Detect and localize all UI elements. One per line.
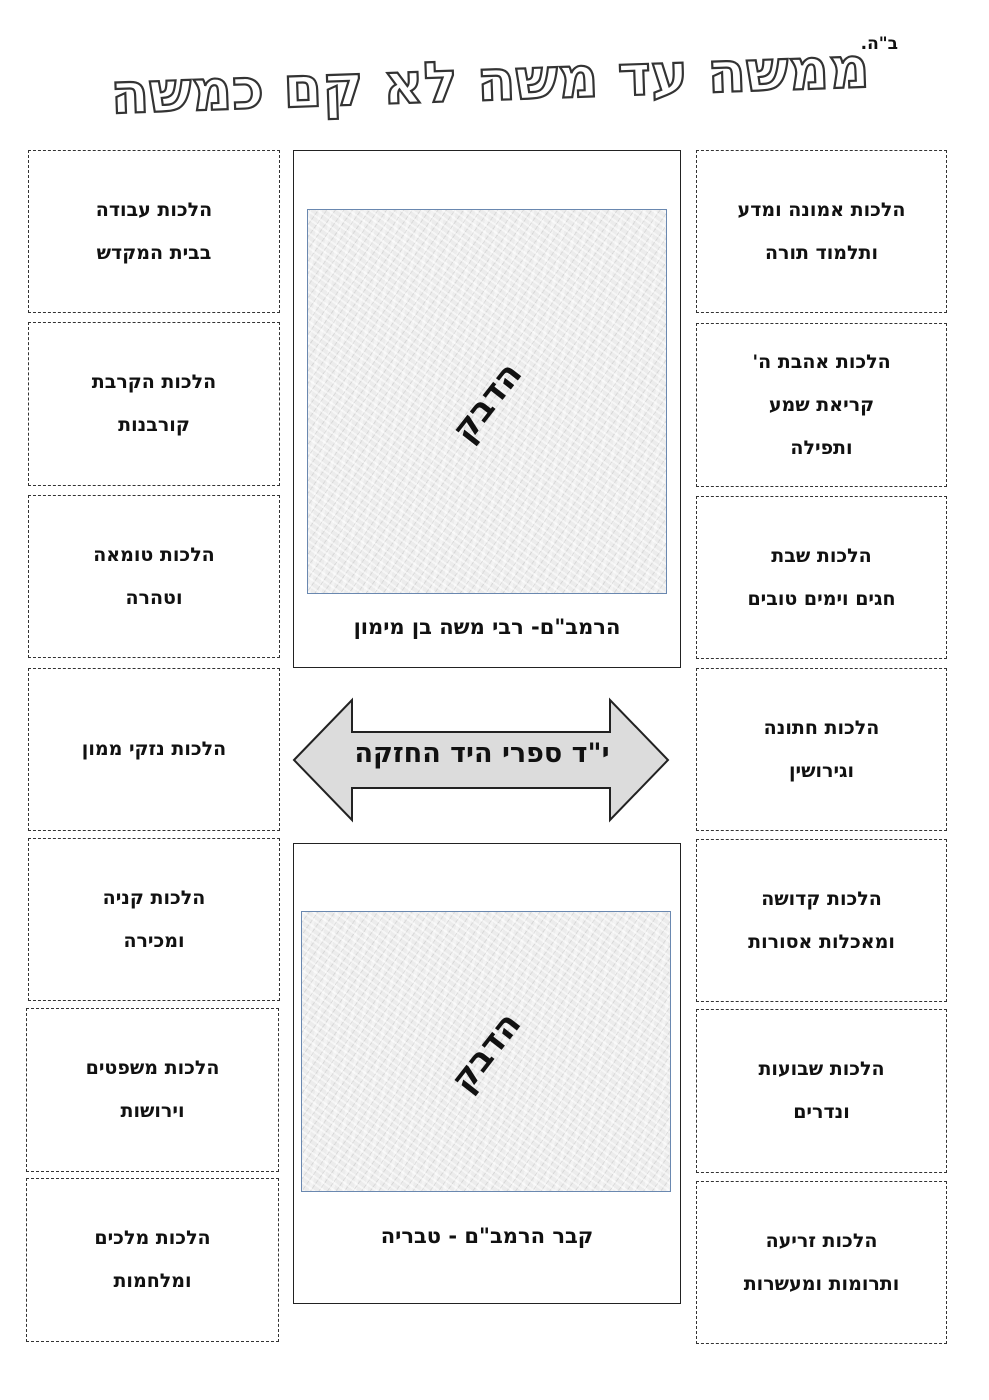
topic-card-text: הלכות הקרבת קורבנות (91, 371, 217, 436)
portrait-frame (293, 150, 681, 668)
topic-card-text: הלכות מלכים ומלחמות (94, 1227, 211, 1292)
topic-card-left-7 (26, 1178, 279, 1342)
portrait-caption: הרמב"ם- רבי משה בן מימון (353, 615, 621, 639)
grave-caption: קבר הרמב"ם - טבריה (380, 1224, 594, 1248)
topic-card-text: הלכות טומאה וטהרה (93, 543, 215, 609)
paste-label: הדבק (442, 1004, 530, 1099)
topic-card-text: הלכות אהבת ה' קריאת שמע ותפילה (752, 350, 891, 459)
topic-card-right-3 (696, 496, 947, 659)
topic-card-right-7 (696, 1181, 947, 1344)
topic-card-text: הלכות קניה ומכירה (102, 886, 206, 952)
topic-card-text: הלכות עבודה בבית המקדש (95, 198, 213, 264)
topic-card-text: הלכות נזקי ממון (81, 738, 227, 760)
topic-card-right-4 (696, 668, 947, 831)
topic-card-text: הלכות אמונה ומדע ותלמוד תורה (737, 198, 906, 264)
double-arrow (292, 698, 672, 822)
topic-card-left-5 (28, 838, 280, 1001)
topic-card-text: הלכות משפטים וירושות (85, 1057, 220, 1122)
topic-card-text: הלכות שבועות ונדרים (758, 1058, 885, 1123)
topic-card-left-6 (26, 1008, 279, 1172)
topic-card-right-2 (696, 323, 947, 487)
topic-card-right-5 (696, 839, 947, 1002)
paste-area-grave[interactable] (301, 911, 671, 1192)
topic-card-left-1 (28, 150, 280, 313)
topic-card-left-4 (28, 668, 280, 831)
grave-frame (293, 843, 681, 1304)
topic-card-text: הלכות זריעה ותרומות ומעשרות (743, 1229, 900, 1295)
topic-card-text: הלכות קדושה ומאכלות אסורות (748, 887, 895, 953)
topic-card-left-3 (28, 495, 280, 658)
topic-card-left-2 (28, 322, 280, 486)
topic-card-text: הלכות שבת חגים וימים טובים (747, 544, 896, 610)
topic-card-text: הלכות חתונה וגירושין (763, 716, 880, 782)
topic-card-right-1 (696, 150, 947, 313)
topic-card-right-6 (696, 1009, 947, 1173)
paste-label: הדבק (443, 354, 531, 449)
bh-mark: ב"ה. (860, 34, 898, 54)
page-title (109, 35, 871, 128)
arrow-label: י"ד ספרי היד החזקה (354, 738, 610, 769)
paste-area-portrait[interactable] (307, 209, 667, 594)
page-title-text: ממשה עד משה לא קם כמשה (109, 35, 871, 128)
